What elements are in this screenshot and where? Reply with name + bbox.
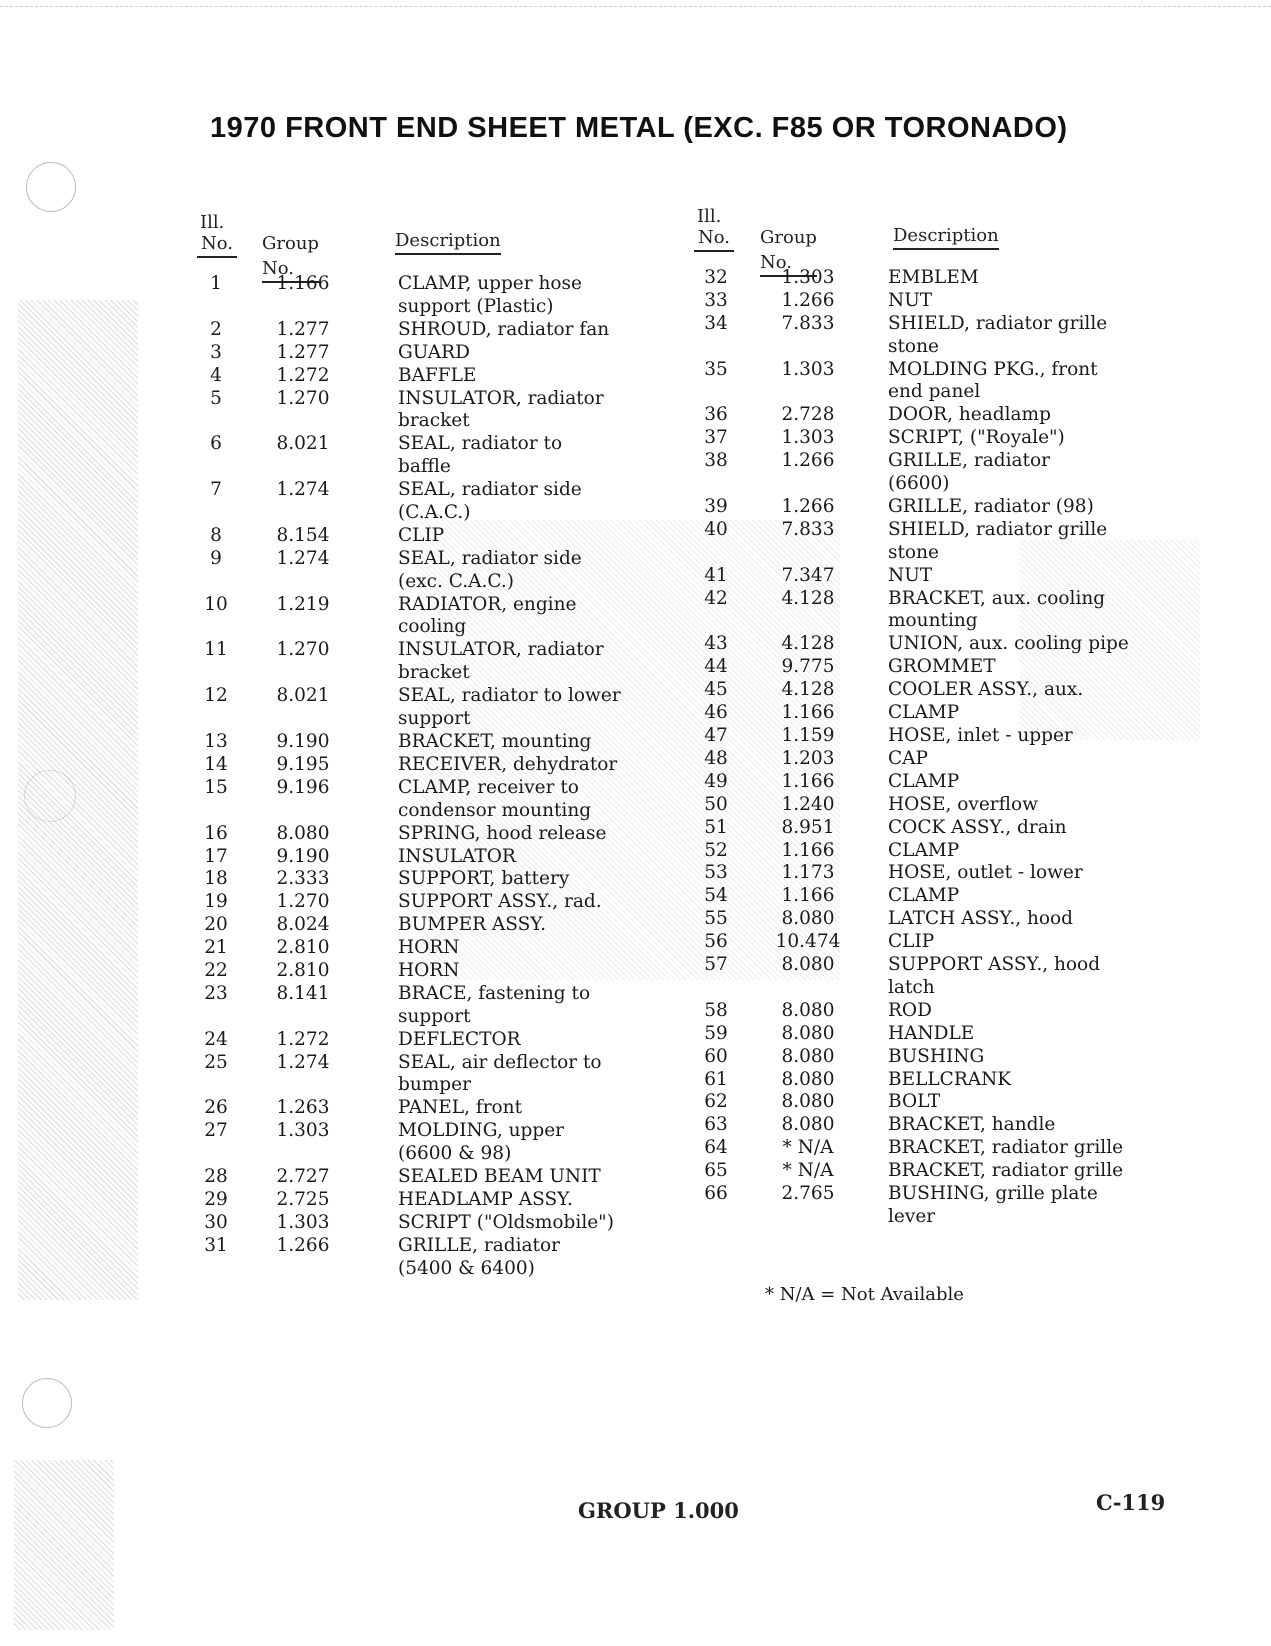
ill-number: 21 — [204, 937, 228, 959]
group-number: 9.190 — [276, 845, 330, 867]
scan-noise-left — [18, 300, 138, 1300]
description: CLAMP, receiver to — [398, 776, 579, 798]
description-continued: (5400 & 6400) — [398, 1257, 535, 1279]
description: GROMMET — [888, 656, 996, 678]
description-continued: support — [398, 1005, 471, 1027]
description: DEFLECTOR — [398, 1028, 521, 1050]
description: LATCH ASSY., hood — [888, 908, 1074, 930]
group-number: 1.303 — [276, 1120, 330, 1142]
description: BRACKET, handle — [888, 1114, 1056, 1136]
description: HEADLAMP ASSY. — [398, 1189, 573, 1210]
group-number: 8.080 — [781, 999, 835, 1021]
description-continued: bracket — [398, 410, 470, 432]
group-number: 1.166 — [781, 702, 835, 724]
group-number: 8.021 — [276, 433, 330, 455]
group-number: 8.141 — [276, 982, 330, 1004]
description: MOLDING, upper — [398, 1120, 564, 1142]
group-number: 1.274 — [276, 1051, 330, 1073]
ill-number: 47 — [704, 725, 728, 746]
ill-number: 33 — [704, 289, 728, 311]
ill-number: 12 — [204, 685, 228, 707]
group-number: * N/A — [782, 1137, 834, 1159]
description: CLAMP — [888, 702, 960, 724]
group-number: 8.080 — [781, 908, 835, 930]
ill-number: 38 — [704, 450, 728, 472]
ill-number: 42 — [704, 587, 728, 609]
ill-number: 23 — [204, 982, 228, 1004]
ill-number: 51 — [704, 816, 728, 838]
description: HANDLE — [888, 1022, 975, 1044]
group-number: 4.128 — [781, 587, 835, 609]
description: CLIP — [888, 931, 935, 953]
description: BELLCRANK — [888, 1068, 1012, 1090]
ill-number: 39 — [704, 496, 728, 517]
header-description-left: Description — [395, 228, 501, 255]
description: SEAL, radiator side — [398, 479, 582, 501]
group-number: 9.190 — [276, 731, 330, 752]
ill-number: 36 — [704, 404, 728, 426]
group-number: 2.728 — [781, 404, 835, 426]
group-number: 8.080 — [276, 822, 330, 844]
description: BRACKET, radiator grille — [888, 1137, 1124, 1159]
description-continued: bumper — [398, 1074, 471, 1096]
punch-hole-bottom — [22, 1378, 72, 1428]
group-number: 2.810 — [276, 937, 330, 959]
description-continued: (exc. C.A.C.) — [398, 570, 514, 592]
description: GRILLE, radiator (98) — [888, 496, 1094, 517]
group-number: 1.159 — [781, 725, 835, 746]
group-number: 8.024 — [276, 914, 330, 936]
description: DOOR, headlamp — [888, 404, 1051, 426]
description: NUT — [888, 289, 933, 311]
description: SCRIPT, ("Royale") — [888, 427, 1065, 449]
group-number: 9.196 — [276, 776, 330, 798]
description: RADIATOR, engine — [398, 593, 577, 615]
description: SUPPORT ASSY., hood — [888, 954, 1101, 975]
description-continued: lever — [888, 1205, 936, 1227]
group-number: 7.347 — [781, 564, 835, 586]
description-continued: (C.A.C.) — [398, 501, 471, 523]
ill-number: 55 — [704, 908, 728, 930]
description-continued: mounting — [888, 610, 978, 632]
description: SCRIPT ("Oldsmobile") — [398, 1211, 614, 1233]
ill-number: 53 — [704, 862, 728, 884]
description-continued: stone — [888, 541, 939, 563]
description-continued: support — [398, 708, 471, 730]
description: CLAMP — [888, 885, 960, 907]
ill-number: 62 — [704, 1091, 728, 1113]
ill-number: 63 — [704, 1114, 728, 1136]
description: SEAL, radiator to — [398, 433, 563, 455]
description: SUPPORT ASSY., rad. — [398, 891, 602, 913]
group-number: 2.765 — [781, 1183, 835, 1204]
group-number: 1.240 — [781, 793, 835, 815]
group-number: 8.951 — [781, 816, 835, 838]
ill-number: 27 — [204, 1120, 228, 1142]
group-number: 8.080 — [781, 1045, 835, 1067]
group-number: 1.166 — [276, 273, 330, 294]
ill-number: 5 — [210, 387, 222, 409]
ill-number: 8 — [210, 524, 222, 546]
group-number: 1.203 — [781, 747, 835, 769]
group-number: 1.263 — [276, 1097, 330, 1119]
group-number: 1.274 — [276, 479, 330, 501]
description: BUSHING — [888, 1045, 985, 1067]
group-number: 1.166 — [781, 770, 835, 792]
group-number: 1.266 — [781, 496, 835, 517]
group-number: 8.154 — [276, 524, 330, 546]
ill-number: 10 — [204, 593, 228, 615]
header-group-left: Group No. — [262, 231, 319, 283]
group-number: 1.277 — [276, 341, 330, 363]
ill-number: 20 — [204, 914, 228, 936]
ill-number: 34 — [704, 312, 728, 334]
description-continued: stone — [888, 335, 939, 357]
description: INSULATOR, radiator — [398, 639, 604, 661]
description: INSULATOR — [398, 845, 516, 867]
description: SUPPORT, battery — [398, 868, 570, 890]
header-group-right: Group No. — [760, 225, 817, 277]
description: CLAMP, upper hose — [398, 273, 582, 294]
group-number: 1.270 — [276, 891, 330, 913]
description: CAP — [888, 747, 928, 769]
description: BOLT — [888, 1091, 941, 1113]
group-number: 2.725 — [276, 1189, 330, 1210]
footer-page-number: C-119 — [1096, 1490, 1166, 1515]
description: BRACKET, radiator grille — [888, 1160, 1124, 1182]
group-number: 1.277 — [276, 318, 330, 340]
group-number: 9.195 — [276, 753, 330, 775]
ill-number: 52 — [704, 839, 728, 861]
footnote: * N/A = Not Available — [765, 1284, 964, 1305]
ill-number: 44 — [704, 656, 728, 678]
description-continued: bracket — [398, 662, 470, 684]
description: NUT — [888, 564, 933, 586]
description: SEAL, radiator side — [398, 547, 582, 569]
description-continued: baffle — [398, 456, 451, 478]
description: GRILLE, radiator — [398, 1234, 560, 1256]
ill-number: 7 — [210, 479, 222, 501]
ill-number: 66 — [704, 1183, 728, 1204]
ill-number: 57 — [704, 954, 728, 975]
ill-number: 15 — [204, 776, 228, 798]
scan-edge — [0, 6, 1271, 7]
group-number: 4.128 — [781, 633, 835, 655]
ill-number: 29 — [204, 1189, 228, 1210]
description: SHROUD, radiator fan — [398, 318, 610, 340]
description: CLIP — [398, 524, 445, 546]
ill-number: 30 — [204, 1211, 228, 1233]
group-number: 1.266 — [781, 450, 835, 472]
group-number: 1.274 — [276, 547, 330, 569]
group-number: 1.303 — [276, 1211, 330, 1233]
ill-number: 22 — [204, 960, 228, 981]
ill-number: 50 — [704, 793, 728, 815]
ill-number: 64 — [704, 1137, 728, 1159]
group-number: 7.833 — [781, 312, 835, 334]
group-number: 4.128 — [781, 679, 835, 701]
group-number: 1.219 — [276, 593, 330, 615]
ill-number: 25 — [204, 1051, 228, 1073]
ill-number: 43 — [704, 633, 728, 655]
ill-number: 59 — [704, 1022, 728, 1044]
description: BRACKET, mounting — [398, 731, 592, 752]
description: UNION, aux. cooling pipe — [888, 633, 1129, 655]
ill-number: 14 — [204, 753, 228, 775]
footer-group: GROUP 1.000 — [578, 1498, 739, 1523]
ill-number: 4 — [210, 364, 222, 386]
description: SPRING, hood release — [398, 822, 607, 844]
description-continued: (6600 & 98) — [398, 1143, 512, 1165]
description-continued: end panel — [888, 381, 981, 403]
ill-number: 65 — [704, 1160, 728, 1182]
ill-number: 26 — [204, 1097, 228, 1119]
page-title: 1970 FRONT END SHEET METAL (EXC. F85 OR TORONADO) — [210, 112, 1068, 144]
ill-number: 61 — [704, 1068, 728, 1090]
ill-number: 19 — [204, 891, 228, 913]
ill-number: 35 — [704, 358, 728, 380]
group-number: 1.303 — [781, 267, 835, 288]
group-number: 10.474 — [775, 931, 841, 953]
group-number: 8.080 — [781, 1022, 835, 1044]
group-number: 1.270 — [276, 387, 330, 409]
header-ill-left-bottom: No. — [197, 231, 237, 258]
header-description-right: Description — [893, 223, 999, 250]
description: HOSE, overflow — [888, 793, 1038, 815]
group-number: 8.080 — [781, 1114, 835, 1136]
group-number: 1.166 — [781, 839, 835, 861]
description-continued: latch — [888, 976, 935, 998]
ill-number: 2 — [210, 318, 222, 340]
description: COOLER ASSY., aux. — [888, 679, 1084, 701]
ill-number: 28 — [204, 1166, 228, 1188]
group-number: 1.266 — [781, 289, 835, 311]
description: INSULATOR, radiator — [398, 387, 604, 409]
ill-number: 41 — [704, 564, 728, 586]
description-continued: condensor mounting — [398, 799, 592, 821]
ill-number: 32 — [704, 267, 728, 288]
ill-number: 58 — [704, 999, 728, 1021]
group-number: 8.021 — [276, 685, 330, 707]
ill-number: 16 — [204, 822, 228, 844]
description: PANEL, front — [398, 1097, 523, 1119]
description: BRACE, fastening to — [398, 982, 591, 1004]
group-number: 1.270 — [276, 639, 330, 661]
group-number: 8.080 — [781, 1068, 835, 1090]
header-ill-left-top: Ill. — [200, 212, 225, 233]
description: COCK ASSY., drain — [888, 816, 1067, 838]
description: HORN — [398, 937, 460, 959]
group-number: 7.833 — [781, 518, 835, 540]
description: BRACKET, aux. cooling — [888, 587, 1106, 609]
description: GUARD — [398, 341, 470, 363]
header-ill-right-bottom: No. — [694, 225, 734, 252]
group-number: 2.727 — [276, 1166, 330, 1188]
description: CLAMP — [888, 839, 960, 861]
description-continued: support (Plastic) — [398, 295, 554, 317]
ill-number: 13 — [204, 731, 228, 752]
description: HOSE, outlet - lower — [888, 862, 1083, 884]
ill-number: 46 — [704, 702, 728, 724]
description: ROD — [888, 999, 932, 1021]
ill-number: 54 — [704, 885, 728, 907]
description: MOLDING PKG., front — [888, 358, 1098, 380]
group-number: 1.272 — [276, 1028, 330, 1050]
ill-number: 17 — [204, 845, 228, 867]
description: CLAMP — [888, 770, 960, 792]
description: BUSHING, grille plate — [888, 1183, 1098, 1204]
group-number: 8.080 — [781, 954, 835, 975]
group-number: 1.303 — [781, 427, 835, 449]
ill-number: 24 — [204, 1028, 228, 1050]
punch-hole-top — [26, 162, 76, 212]
group-number: * N/A — [782, 1160, 834, 1182]
ill-number: 6 — [210, 433, 222, 455]
scan-noise-bottom-left — [14, 1460, 114, 1630]
description: SHIELD, radiator grille — [888, 518, 1108, 540]
ill-number: 60 — [704, 1045, 728, 1067]
ill-number: 37 — [704, 427, 728, 449]
ill-number: 40 — [704, 518, 728, 540]
ill-number: 1 — [210, 273, 222, 294]
description: RECEIVER, dehydrator — [398, 753, 618, 775]
ill-number: 31 — [204, 1234, 228, 1256]
description: HORN — [398, 960, 460, 981]
group-number: 2.810 — [276, 960, 330, 981]
ill-number: 49 — [704, 770, 728, 792]
description: BAFFLE — [398, 364, 477, 386]
description: BUMPER ASSY. — [398, 914, 546, 936]
ill-number: 18 — [204, 868, 228, 890]
group-number: 1.266 — [276, 1234, 330, 1256]
ill-number: 3 — [210, 341, 222, 363]
ill-number: 9 — [210, 547, 222, 569]
description: SEAL, air deflector to — [398, 1051, 602, 1073]
description-continued: (6600) — [888, 473, 950, 495]
description-continued: cooling — [398, 616, 467, 638]
header-ill-right-top: Ill. — [697, 206, 722, 227]
description: SHIELD, radiator grille — [888, 312, 1108, 334]
ill-number: 45 — [704, 679, 728, 701]
group-number: 1.173 — [781, 862, 835, 884]
ill-number: 48 — [704, 747, 728, 769]
description: HOSE, inlet - upper — [888, 725, 1073, 746]
group-number: 1.303 — [781, 358, 835, 380]
group-number: 1.166 — [781, 885, 835, 907]
description: SEAL, radiator to lower — [398, 685, 621, 707]
group-number: 8.080 — [781, 1091, 835, 1113]
description: EMBLEM — [888, 267, 979, 288]
group-number: 2.333 — [276, 868, 330, 890]
ill-number: 11 — [204, 639, 228, 661]
description: SEALED BEAM UNIT — [398, 1166, 601, 1188]
description: GRILLE, radiator — [888, 450, 1050, 472]
group-number: 1.272 — [276, 364, 330, 386]
ill-number: 56 — [704, 931, 728, 953]
group-number: 9.775 — [781, 656, 835, 678]
